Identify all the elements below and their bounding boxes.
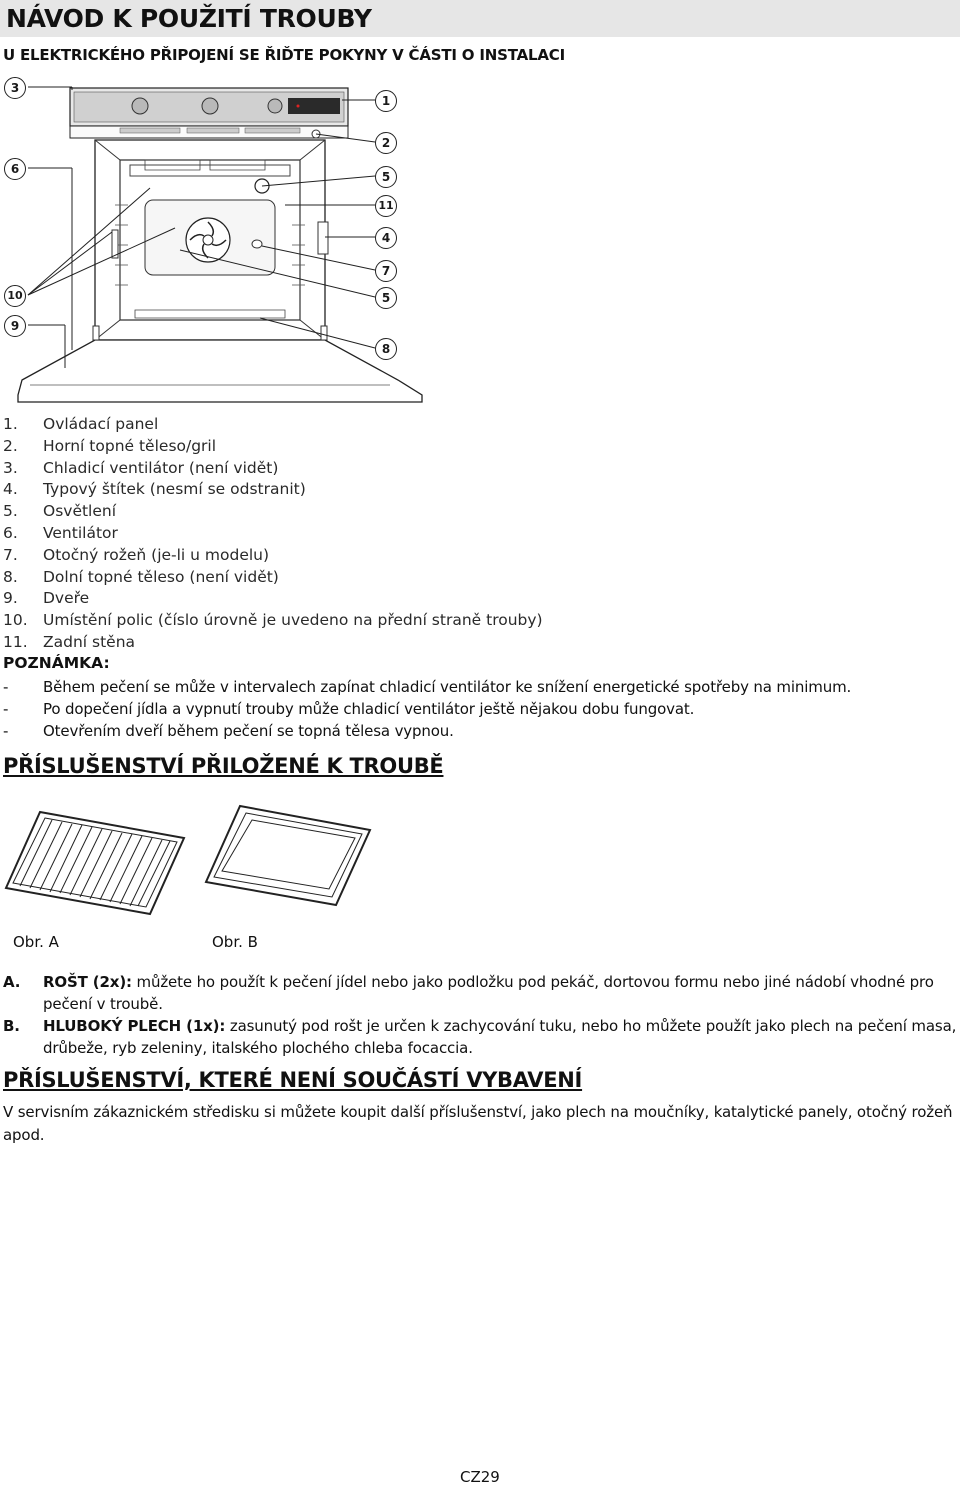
page-title: NÁVOD K POUŽITÍ TROUBY (6, 4, 372, 33)
list-item: 2. Horní topné těleso/gril (3, 436, 217, 455)
figure-caption-a: Obr. A (13, 933, 59, 951)
page-number: CZ29 (460, 1468, 500, 1486)
extra-accessories-text: V servisním zákaznickém středisku si můžete koupit další příslušenství, jako plech na moučníky, katalytické panely, otočný rožeň apod. (3, 1103, 953, 1144)
note-item: - Během pečení se může v intervalech zapínat chladicí ventilátor ke snížení energetické spotřeby na minimum. (3, 678, 852, 696)
section-title-extra-accessories: PŘÍSLUŠENSTVÍ, KTERÉ NENÍ SOUČÁSTÍ VYBAVENÍ (3, 1068, 583, 1092)
list-item: 11. Zadní stěna (3, 632, 136, 651)
callout-5-bottom: 5 (375, 287, 397, 309)
callout-6: 6 (4, 158, 26, 180)
note-item: - Otevřením dveří během pečení se topná tělesa vypnou. (3, 722, 454, 740)
callout-3: 3 (4, 77, 26, 99)
callout-1: 1 (375, 90, 397, 112)
accessory-description-a: A. ROŠT (2x): můžete ho použít k pečení jídel nebo jako podložku pod pekáč, dortovou formu nebo jiné nádobí vhodné pro pečení v troubě. (3, 973, 934, 1013)
baking-tray-icon (206, 806, 370, 905)
accessory-description-b: B. HLUBOKÝ PLECH (1x): zasunutý pod rošt je určen k zachycování tuku, nebo ho můžete použít jako plech na pečení masa, drůbeže, ryb zeleniny, italského plochého chleba focaccia. (3, 1017, 957, 1057)
control-panel (70, 88, 348, 126)
fan-icon (186, 218, 230, 262)
figure-caption-b: Obr. B (212, 933, 258, 951)
list-item: 5. Osvětlení (3, 502, 117, 521)
title-bar (0, 0, 960, 37)
callout-7: 7 (375, 260, 397, 282)
list-item: 1. Ovládací panel (3, 415, 159, 433)
callout-8: 8 (375, 338, 397, 360)
list-item: 8. Dolní topné těleso (není vidět) (3, 567, 279, 586)
list-item: 3. Chladicí ventilátor (není vidět) (3, 458, 279, 477)
list-item: 7. Otočný rožeň (je-li u modelu) (3, 545, 270, 564)
parts-list (3, 414, 543, 654)
list-item: 9. Dveře (3, 589, 90, 608)
list-item: 6. Ventilátor (3, 523, 118, 542)
list-item: 4. Typový štítek (nesmí se odstranit) (3, 480, 306, 499)
callout-9: 9 (4, 315, 26, 337)
note-item: - Po dopečení jídla a vypnutí trouby může chladicí ventilátor ještě nějakou dobu fungovat. (3, 700, 695, 718)
callout-10: 10 (4, 285, 26, 307)
callout-2: 2 (375, 132, 397, 154)
callout-11: 11 (375, 195, 397, 217)
wire-rack-icon (6, 812, 184, 914)
section-title-included-accessories: PŘÍSLUŠENSTVÍ PŘILOŽENÉ K TROUBĚ (3, 754, 444, 778)
oven-diagram (0, 70, 440, 410)
installation-note: U ELEKTRICKÉHO PŘIPOJENÍ SE ŘIĎTE POKYNY V ČÁSTI O INSTALACI (3, 46, 565, 64)
callout-4: 4 (375, 227, 397, 249)
note-heading: POZNÁMKA: (3, 654, 110, 672)
note-list (3, 676, 851, 742)
list-item: 10. Umístění polic (číslo úrovně je uvedeno na přední straně trouby) (3, 611, 543, 630)
callout-5-top: 5 (375, 166, 397, 188)
accessories-illustration (0, 800, 400, 925)
